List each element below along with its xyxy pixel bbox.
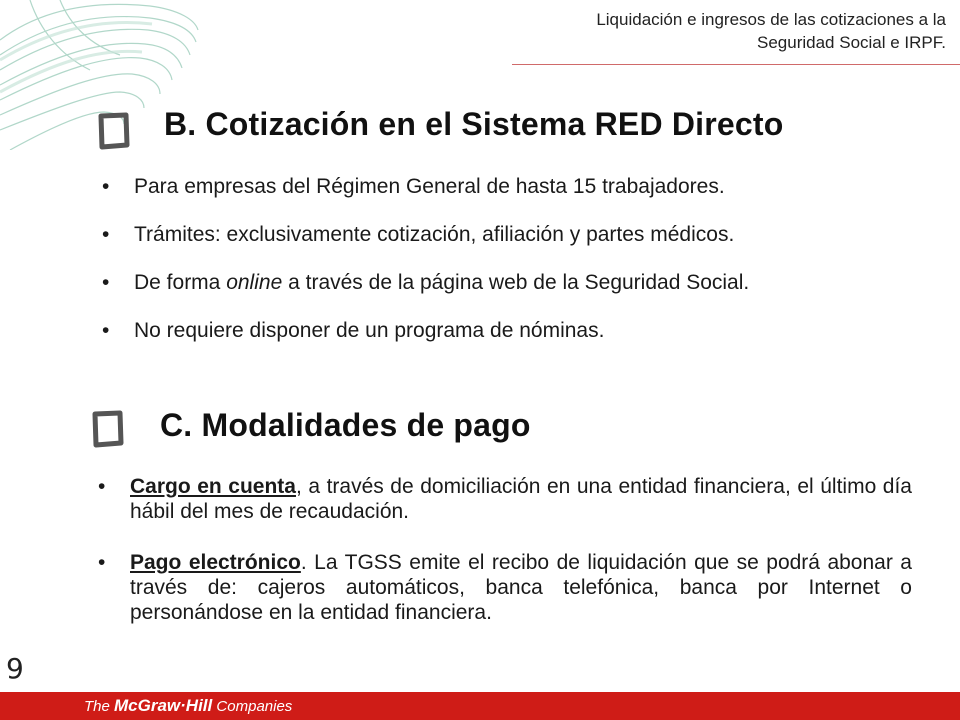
list-item: • De forma online a través de la página web de la Seguridad Social. [98,270,938,295]
section-c-list [94,474,912,651]
document-header [486,8,946,54]
section-b-list [98,174,938,366]
section-box-icon [90,410,124,448]
list-item: • Trámites: exclusivamente cotización, afiliación y partes médicos. [98,222,938,247]
term-cargo-en-cuenta: Cargo en cuenta [130,475,296,498]
list-item: • Cargo en cuenta, a través de domiciliación en una entidad financiera, el último día hábil del mes de recaudación. [94,474,912,524]
term-pago-electronico: Pago electrónico [130,551,301,574]
page-number: 9 [6,652,24,685]
publisher-logo: The McGraw·Hill Companies [84,696,293,715]
section-c-title: C. Modalidades de pago [160,407,531,443]
section-box-icon [96,112,130,150]
footer-bar [0,692,960,720]
emphasis-text: online [226,271,283,294]
list-item: • No requiere disponer de un programa de nóminas. [98,318,938,343]
header-divider [512,64,960,65]
list-item: • Para empresas del Régimen General de hasta 15 trabajadores. [98,174,938,199]
header-line-1: Liquidación e ingresos de las cotizaciones a la [596,10,946,29]
section-b-title: B. Cotización en el Sistema RED Directo [164,106,784,142]
header-line-2: Seguridad Social e IRPF. [757,33,946,52]
list-item: • Pago electrónico. La TGSS emite el recibo de liquidación que se podrá abonar a través de: cajeros automáticos, banca telefónica, banca por Internet o personándose en la entidad financiera. [94,550,912,625]
